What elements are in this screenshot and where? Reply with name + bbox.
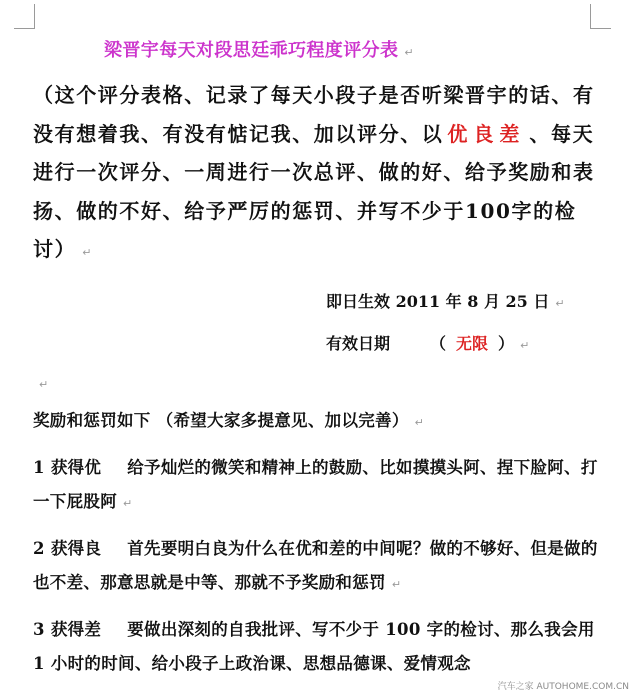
rule-text: 要做出深刻的自我批评、写不少于 100 字的检讨、那么我会用 1 小时的时间、给小段子上政治课、思想品德课、爱情观念 [33,620,595,673]
intro-text-before: （这个评分表格、记录了每天小段子是否听梁晋宇的话、有没有想着我、有没有惦记我、加以评分、以 [33,83,595,146]
validity-label: 有效日期 [326,334,391,353]
rule-grade: 3 获得差 [33,620,102,639]
rule-grade: 1 获得优 [33,458,102,477]
paragraph-mark-icon: ↵ [39,378,49,391]
paragraph-mark-icon: ↵ [414,416,425,429]
paragraph-mark-icon: ↵ [391,578,402,591]
paragraph-mark-icon: ↵ [520,339,530,352]
paragraph-mark-icon: ↵ [555,297,565,310]
rule-item [33,532,603,602]
rule-text: 首先要明白良为什么在优和差的中间呢？做的不够好、但是做的也不差、那意思就是中等、那就不予奖励和惩罚 [33,539,598,592]
watermark: 汽车之家 AUTOHOME.COM.CN [497,682,629,692]
page-corner-mark-top-right [590,4,611,29]
intro-text-after: 、每天进行一次评分、一周进行一次总评、做的好、给予奖励和表扬、做的不好、给予严厉的惩罚、并写不少于100字的检讨） [33,121,595,261]
rules-section [33,404,603,692]
paragraph-mark-icon: ↵ [404,46,415,59]
rules-heading: 奖励和惩罚如下 （希望大家多提意见、加以完善） ↵ [33,411,425,430]
grade-highlight: 优良差 [447,121,526,146]
validity-line: 有效日期 （ 无限 ） ↵ [326,334,530,353]
empty-paragraph [33,373,48,392]
document-title: 梁晋宇每天对段思廷乖巧程度评分表 ↵ [104,40,415,61]
rule-grade: 2 获得良 [33,539,102,558]
paragraph-mark-icon: ↵ [123,497,133,510]
intro-paragraph [33,76,603,273]
effective-date: 即日生效 2011 年 8 月 25 日 ↵ [326,292,565,311]
rule-item [33,451,603,521]
paragraph-mark-icon: ↵ [82,246,94,259]
rule-text: 给予灿烂的微笑和精神上的鼓励、比如摸摸头阿、捏下脸阿、打一下屁股阿 [33,458,598,511]
rule-item [33,613,603,681]
validity-value: 无限 [456,334,489,353]
page-corner-mark-top-left [14,4,35,29]
